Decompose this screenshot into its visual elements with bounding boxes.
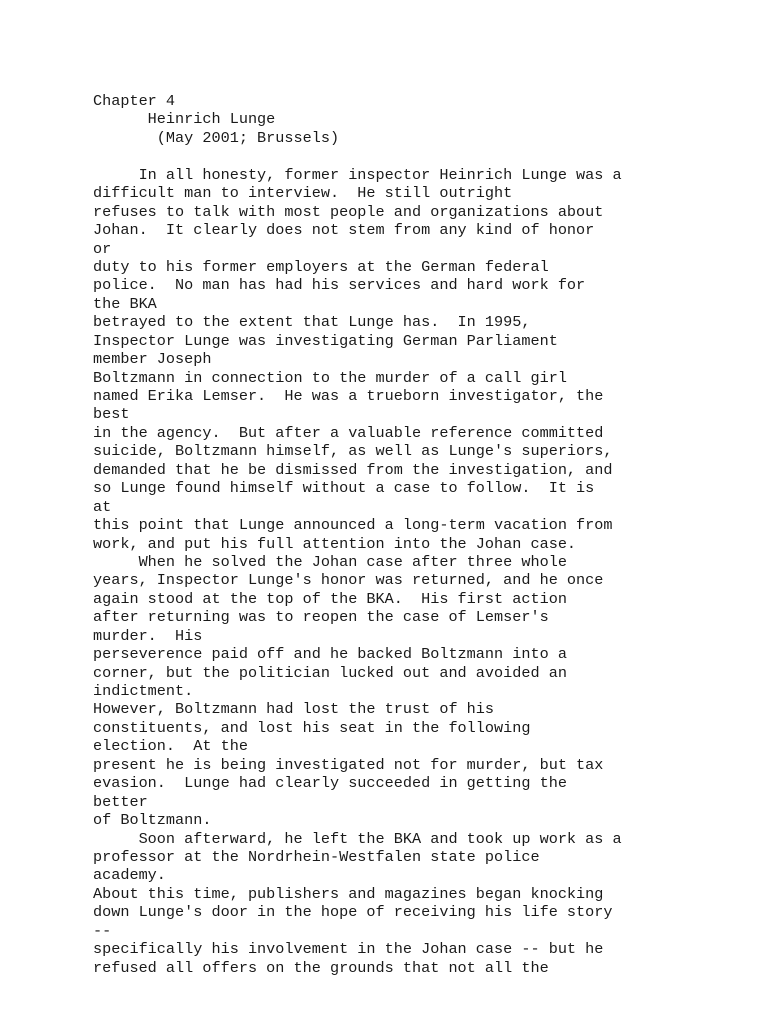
text-line: -- (93, 921, 112, 940)
text-line: (May 2001; Brussels) (93, 128, 340, 147)
text-line: the BKA (93, 294, 157, 313)
text-line: or (93, 239, 112, 258)
text-line: suicide, Boltzmann himself, as well as Lunge's superiors, (93, 442, 613, 461)
text-line: Soon afterward, he left the BKA and took up work as a (93, 829, 622, 848)
text-line: When he solved the Johan case after three whole (93, 552, 567, 571)
text-line: so Lunge found himself without a case to follow. It is (93, 479, 595, 498)
text-line: demanded that he be dismissed from the investigation, and (93, 460, 613, 479)
text-line: evasion. Lunge had clearly succeeded in getting the (93, 774, 567, 793)
text-line: About this time, publishers and magazines began knocking (93, 884, 604, 903)
text-line: years, Inspector Lunge's honor was returned, and he once (93, 571, 604, 590)
text-line: in the agency. But after a valuable reference committed (93, 423, 604, 442)
text-line: best (93, 405, 130, 424)
text-line: Heinrich Lunge (93, 110, 276, 129)
text-line: professor at the Nordrhein-Westfalen state police (93, 847, 540, 866)
text-line: present he is being investigated not for murder, but tax (93, 755, 604, 774)
text-line: Boltzmann in connection to the murder of a call girl (93, 368, 567, 387)
text-line: at (93, 497, 112, 516)
text-line: murder. His (93, 626, 203, 645)
text-line: perseverence paid off and he backed Boltzmann into a (93, 645, 567, 664)
text-line: Johan. It clearly does not stem from any kind of honor (93, 221, 595, 240)
chapter-text (93, 92, 743, 977)
text-line: specifically his involvement in the Johan case -- but he (93, 940, 604, 959)
text-line: better (93, 792, 148, 811)
text-line: academy. (93, 866, 166, 885)
text-line: Inspector Lunge was investigating German Parliament (93, 331, 558, 350)
text-line (93, 147, 743, 165)
text-line: duty to his former employers at the German federal (93, 257, 549, 276)
text-line: after returning was to reopen the case of Lemser's (93, 608, 549, 627)
text-line: Chapter 4 (93, 92, 176, 110)
text-line: difficult man to interview. He still outright (93, 184, 513, 203)
text-line: corner, but the politician lucked out and avoided an (93, 663, 567, 682)
text-line: of Boltzmann. (93, 811, 212, 830)
text-line: police. No man has had his services and hard work for (93, 276, 586, 295)
text-line: refused all offers on the grounds that not all the (93, 958, 549, 977)
text-line: refuses to talk with most people and organizations about (93, 202, 604, 221)
text-line: In all honesty, former inspector Heinrich Lunge was a (93, 165, 622, 184)
text-line: down Lunge's door in the hope of receiving his life story (93, 903, 613, 922)
text-line: However, Boltzmann had lost the trust of his (93, 700, 495, 719)
text-line: member Joseph (93, 350, 212, 369)
text-line: indictment. (93, 682, 194, 700)
text-line: named Erika Lemser. He was a trueborn investigator, the (93, 387, 604, 405)
text-line: constituents, and lost his seat in the following (93, 718, 531, 737)
text-line: work, and put his full attention into the Johan case. (93, 534, 577, 553)
text-line: betrayed to the extent that Lunge has. In 1995, (93, 313, 531, 332)
text-line: election. At the (93, 737, 248, 756)
text-line: again stood at the top of the BKA. His first action (93, 589, 567, 608)
text-line: this point that Lunge announced a long-term vacation from (93, 516, 613, 535)
